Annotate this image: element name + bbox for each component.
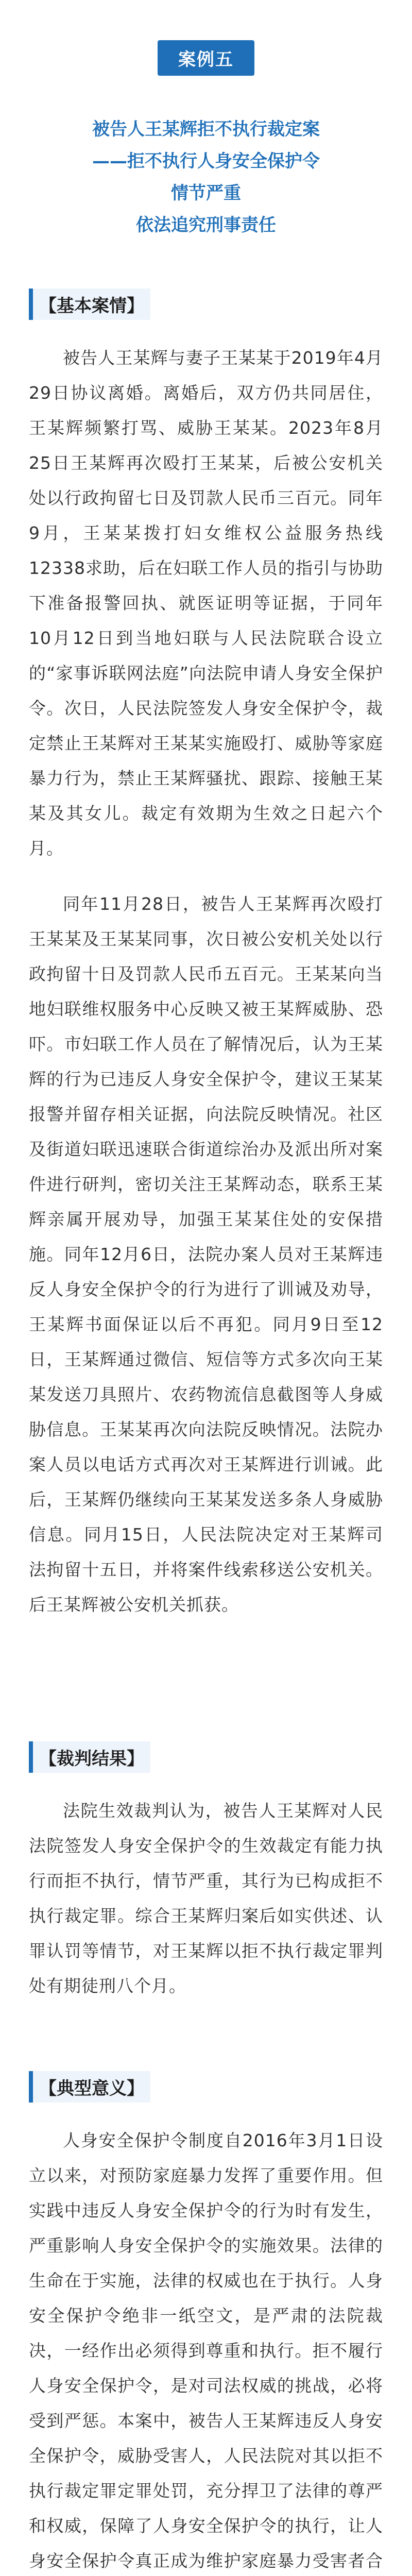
paragraph: 被告人王某辉与妻子王某某于2019年4月29日协议离婚。离婚后，双方仍共同居住，王某辉频繁打骂、威胁王某某。2023年8月25日王某辉再次殴打王某某，后被公安机关处以行政拘留七日及罚款人民币三百元。同年9月，王某某拨打妇女维权公益服务热线12338求助，后在妇联工作人员的指引与协助下准备报警回执、就医证明等证据，于同年10月12日到当地妇联与人民法院联合设立的“家事诉联网法庭”向法院申请人身安全保护令。次日，人民法院签发人身安全保护令，裁定禁止王某辉对王某某实施殴打、威胁等家庭暴力行为，禁止王某辉骚扰、跟踪、接触王某某及其女儿。裁定有效期为生效之日起六个月。 (29, 348, 383, 858)
case-title (29, 113, 383, 241)
paragraph: 法院生效裁判认为，被告人王某辉对人民法院签发人身安全保护令的生效裁定有能力执行而拒不执行，情节严重，其行为已构成拒不执行裁定罪。综合王某辉归案后如实供述、认罪认罚等情节，对王某辉以拒不执行裁定罪判处有期徒刑八个月。 (29, 1801, 383, 1996)
section-header: 【典型意义】 (29, 2071, 150, 2103)
case-badge: 案例五 (158, 40, 254, 76)
paragraph: 人身安全保护令制度自2016年3月1日设立以来，对预防家庭暴力发挥了重要作用。但实践中违反人身安全保护令的行为时有发生，严重影响人身安全保护令的实施效果。法律的生命在于实施，法律的权威也在于执行。人身安全保护令绝非一纸空文，是严肃的法院裁决，一经作出必须得到尊重和执行。拒不履行人身安全保护令，是对司法权威的挑战，必将受到严惩。本案中，被告人王某辉违反人身安全保护令，威胁受害人，人民法院对其以拒不执行裁定罪定罪处罚，充分捍卫了法律的尊严和权威，保障了人身安全保护令的执行，让人身安全保护令真正成为维护家庭暴力受害者合 (29, 2130, 383, 2571)
section-header: 【裁判结果】 (29, 1741, 150, 1773)
section-verdict (29, 1741, 383, 2004)
title-line: ——拒不执行人身安全保护令 (92, 151, 320, 172)
title-line: 被告人王某辉拒不执行裁定案 (92, 119, 320, 140)
title-line: 情节严重 (171, 183, 241, 204)
paragraph: 同年11月28日，被告人王某辉再次殴打王某某及王某某同事，次日被公安机关处以行政拘留十日及罚款人民币五百元。王某某向当地妇联维权服务中心反映又被王某辉威胁、恐吓。市妇联工作人员在了解情况后，认为王某辉的行为已违反人身安全保护令，建议王某某报警并留存相关证据，向法院反映情况。社区及街道妇联迅速联合街道综治办及派出所对案件进行研判，密切关注王某辉动态，联系王某辉亲属开展劝导，加强王某某住处的安保措施。同年12月6日，法院办案人员对王某辉违反人身安全保护令的行为进行了训诫及劝导，王某辉书面保证以后不再犯。同月9日至12日，王某辉通过微信、短信等方式多次向王某某发送刀具照片、农药物流信息截图等人身威胁信息。王某某再次向法院反映情况。法院办案人员以电话方式再次对王某辉进行训诫。此后，王某辉仍继续向王某某发送多条人身威胁信息。同月15日，人民法院决定对王某辉司法拘留十五日，并将案件线索移送公安机关。后王某辉被公安机关抓获。 (29, 894, 383, 1615)
section-header: 【基本案情】 (29, 289, 150, 320)
title-line: 依法追究刑事责任 (136, 215, 276, 235)
section-basic-facts (29, 289, 383, 1622)
section-significance (29, 2071, 383, 2576)
